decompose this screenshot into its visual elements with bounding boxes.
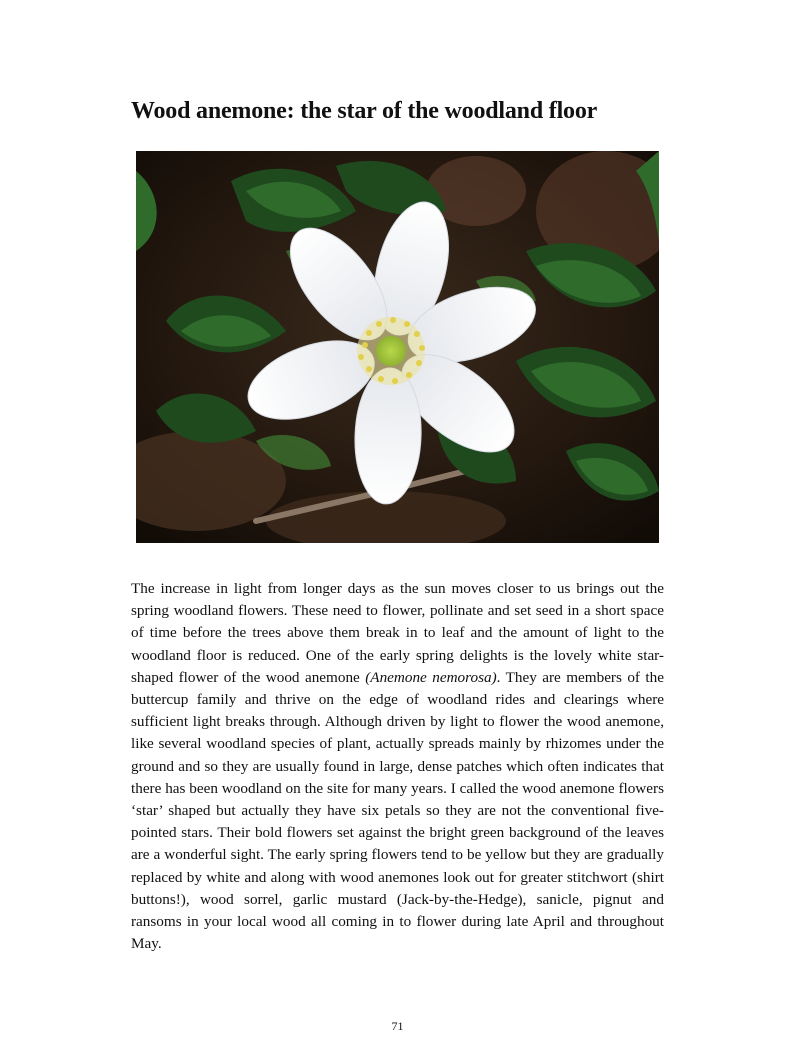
body-text-part-2: . They are members of the buttercup family and thrive on the edge of woodland rides and clearings where sufficient light breaks through. Although driven by light to flower the wood anemone, like several woodland species of plant, actually spreads mainly by rhizomes under the ground and so they are usually found in large, dense patches which often indicates that there has been woodland on the site for many years. I called the wood anemone flowers ‘star’ shaped but actually they have six petals so they are not the conventional five-pointed stars. Their bold flowers set against the bright green background of the leaves are a wonderful sight. The early spring flowers tend to be yellow but they are gradually replaced by white and along with wood anemones look out for greater stitchwort (shirt buttons!), wood sorrel, garlic mustard (Jack-by-the-Hedge), sanicle, pignut and ransoms in your local wood all coming in to flower during late April and throughout May. (131, 668, 664, 953)
page-number: 71 (391, 1019, 404, 1033)
body-paragraph (131, 578, 664, 955)
body-text-part-1: The increase in light from longer days as the sun moves closer to us brings out the spring woodland flowers. These need to flower, pollinate and set seed in a short space of time before the trees above them break in to leaf and the amount of light to the woodland floor is reduced. One of the early spring delights is the lovely white star-shaped flower of the wood anemone (131, 580, 664, 686)
page-title: Wood anemone: the star of the woodland floor (131, 98, 598, 124)
species-name: (Anemone nemorosa) (365, 668, 497, 686)
anemone-photo (136, 151, 659, 543)
